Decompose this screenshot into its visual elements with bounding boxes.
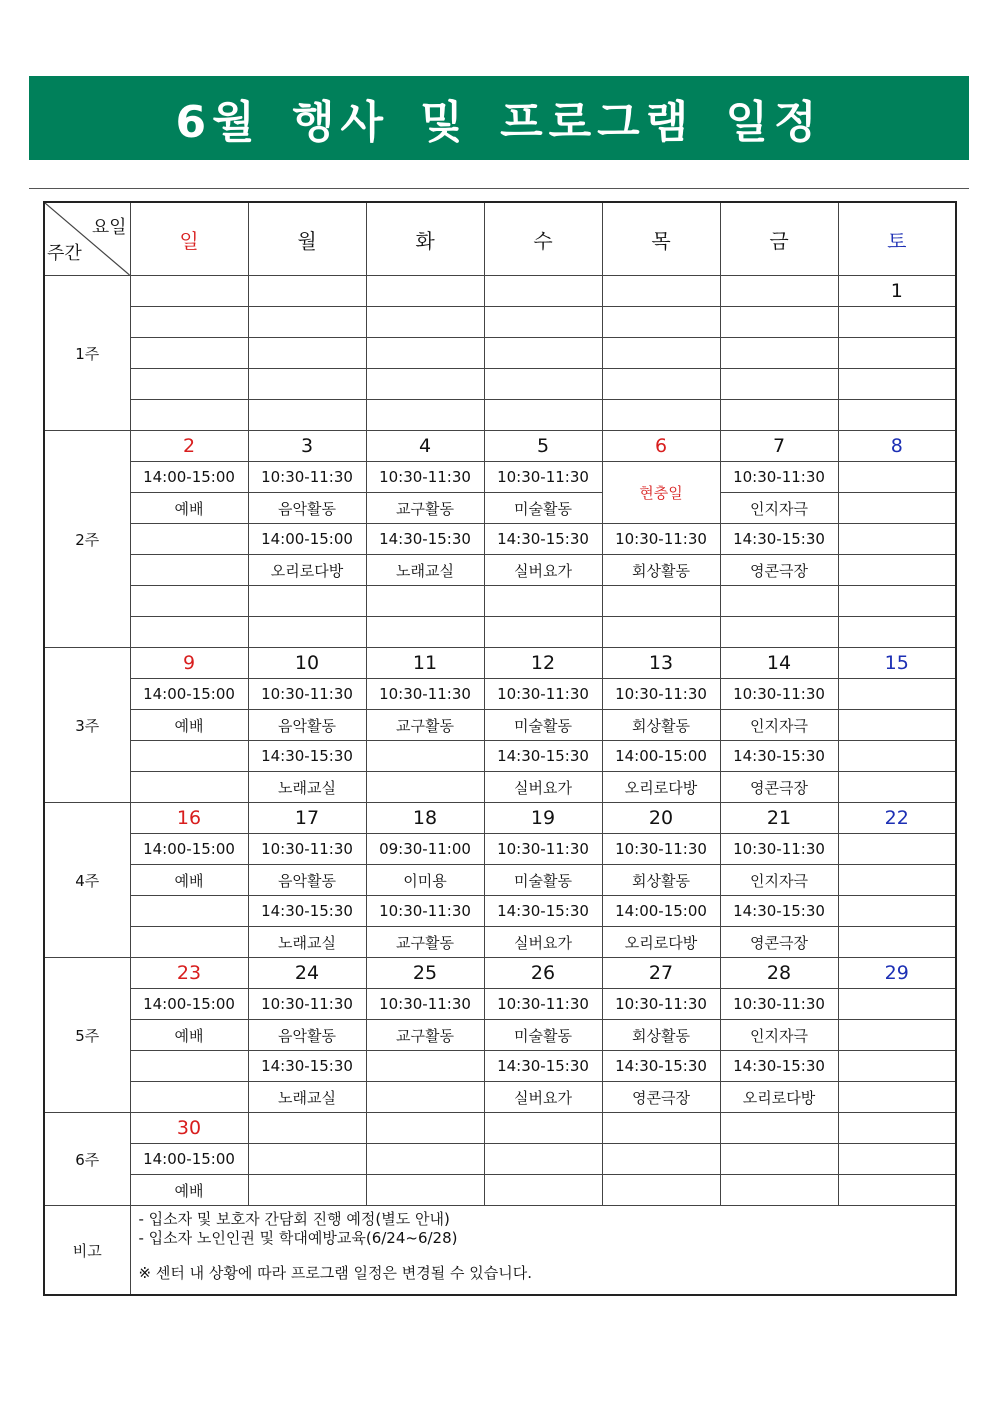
time-cell: 10:30-11:30 bbox=[366, 989, 484, 1020]
program-cell: 영콘극장 bbox=[720, 555, 838, 586]
empty-cell bbox=[366, 1144, 484, 1175]
time-cell: 10:30-11:30 bbox=[366, 896, 484, 927]
week6-date-row bbox=[44, 1113, 956, 1144]
date-cell bbox=[602, 276, 720, 307]
time-cell: 14:00-15:00 bbox=[130, 834, 248, 865]
program-cell: 음악활동 bbox=[248, 493, 366, 524]
table-row bbox=[44, 307, 956, 338]
empty-cell bbox=[720, 400, 838, 431]
day-header-sun: 일 bbox=[130, 202, 248, 276]
empty-cell bbox=[484, 307, 602, 338]
time-cell: 10:30-11:30 bbox=[248, 462, 366, 493]
empty-cell bbox=[602, 338, 720, 369]
empty-cell bbox=[838, 400, 956, 431]
empty-cell bbox=[602, 307, 720, 338]
corner-week-label: 주간 bbox=[47, 243, 82, 264]
time-cell bbox=[838, 1051, 956, 1082]
time-cell: 14:00-15:00 bbox=[130, 989, 248, 1020]
empty-cell bbox=[838, 338, 956, 369]
table-row bbox=[44, 896, 956, 927]
date-cell: 18 bbox=[366, 803, 484, 834]
time-cell: 10:30-11:30 bbox=[366, 462, 484, 493]
date-cell: 22 bbox=[838, 803, 956, 834]
week4-label: 4주 bbox=[44, 803, 130, 958]
time-cell: 10:30-11:30 bbox=[248, 834, 366, 865]
table-row bbox=[44, 555, 956, 586]
time-cell: 14:30-15:30 bbox=[366, 524, 484, 555]
empty-cell bbox=[484, 400, 602, 431]
table-row bbox=[44, 710, 956, 741]
date-cell: 30 bbox=[130, 1113, 248, 1144]
week5-label: 5주 bbox=[44, 958, 130, 1113]
empty-cell bbox=[602, 586, 720, 617]
time-cell bbox=[130, 1051, 248, 1082]
time-cell: 10:30-11:30 bbox=[720, 834, 838, 865]
empty-cell bbox=[838, 1144, 956, 1175]
date-cell bbox=[366, 1113, 484, 1144]
date-cell: 27 bbox=[602, 958, 720, 989]
empty-cell bbox=[366, 617, 484, 648]
program-cell: 오리로다방 bbox=[248, 555, 366, 586]
program-cell: 오리로다방 bbox=[602, 927, 720, 958]
time-cell bbox=[838, 462, 956, 493]
date-cell bbox=[130, 276, 248, 307]
time-cell: 10:30-11:30 bbox=[602, 834, 720, 865]
date-cell bbox=[248, 1113, 366, 1144]
program-cell: 음악활동 bbox=[248, 1020, 366, 1051]
empty-cell bbox=[130, 400, 248, 431]
day-header-sat: 토 bbox=[838, 202, 956, 276]
program-cell: 예배 bbox=[130, 493, 248, 524]
week2-label: 2주 bbox=[44, 431, 130, 648]
program-cell: 이미용 bbox=[366, 865, 484, 896]
date-cell: 7 bbox=[720, 431, 838, 462]
memo-line: - 입소자 및 보호자 간담회 진행 예정(별도 안내) bbox=[138, 1210, 450, 1228]
program-cell bbox=[838, 1020, 956, 1051]
date-cell: 4 bbox=[366, 431, 484, 462]
corner-cell bbox=[44, 202, 130, 276]
time-cell bbox=[838, 834, 956, 865]
program-cell: 오리로다방 bbox=[602, 772, 720, 803]
empty-cell bbox=[602, 400, 720, 431]
header-row bbox=[44, 202, 956, 276]
program-cell: 노래교실 bbox=[248, 772, 366, 803]
empty-cell bbox=[720, 586, 838, 617]
date-cell: 3 bbox=[248, 431, 366, 462]
time-cell bbox=[366, 1051, 484, 1082]
date-cell: 26 bbox=[484, 958, 602, 989]
table-row bbox=[44, 1144, 956, 1175]
empty-cell bbox=[720, 307, 838, 338]
week5-date-row bbox=[44, 958, 956, 989]
time-cell: 14:30-15:30 bbox=[248, 1051, 366, 1082]
table-row bbox=[44, 400, 956, 431]
empty-cell bbox=[248, 307, 366, 338]
empty-cell bbox=[602, 369, 720, 400]
program-cell: 오리로다방 bbox=[720, 1082, 838, 1113]
program-cell bbox=[838, 493, 956, 524]
time-cell: 14:30-15:30 bbox=[720, 524, 838, 555]
empty-cell bbox=[366, 400, 484, 431]
time-cell: 14:00-15:00 bbox=[130, 1144, 248, 1175]
empty-cell bbox=[602, 1144, 720, 1175]
time-cell: 14:00-15:00 bbox=[248, 524, 366, 555]
program-cell: 인지자극 bbox=[720, 865, 838, 896]
time-cell: 14:00-15:00 bbox=[602, 741, 720, 772]
day-header-fri: 금 bbox=[720, 202, 838, 276]
date-cell bbox=[366, 276, 484, 307]
program-cell: 회상활동 bbox=[602, 865, 720, 896]
program-cell: 교구활동 bbox=[366, 1020, 484, 1051]
empty-cell bbox=[838, 1175, 956, 1206]
program-cell: 예배 bbox=[130, 710, 248, 741]
empty-cell bbox=[248, 617, 366, 648]
table-row bbox=[44, 462, 956, 493]
table-row bbox=[44, 493, 956, 524]
empty-cell bbox=[248, 369, 366, 400]
date-cell: 15 bbox=[838, 648, 956, 679]
program-cell: 교구활동 bbox=[366, 710, 484, 741]
time-cell: 14:30-15:30 bbox=[720, 1051, 838, 1082]
program-cell: 회상활동 bbox=[602, 1020, 720, 1051]
time-cell: 10:30-11:30 bbox=[484, 679, 602, 710]
empty-cell bbox=[838, 307, 956, 338]
memo-line: - 입소자 노인인권 및 학대예방교육(6/24~6/28) bbox=[138, 1229, 458, 1247]
date-cell: 8 bbox=[838, 431, 956, 462]
table-row bbox=[44, 1051, 956, 1082]
empty-cell bbox=[484, 1175, 602, 1206]
program-cell bbox=[130, 1082, 248, 1113]
date-cell: 10 bbox=[248, 648, 366, 679]
empty-cell bbox=[366, 307, 484, 338]
table-row bbox=[44, 338, 956, 369]
program-cell: 실버요가 bbox=[484, 772, 602, 803]
time-cell bbox=[130, 741, 248, 772]
time-cell: 10:30-11:30 bbox=[248, 989, 366, 1020]
time-cell: 10:30-11:30 bbox=[484, 462, 602, 493]
time-cell: 09:30-11:00 bbox=[366, 834, 484, 865]
table-row bbox=[44, 1082, 956, 1113]
date-cell: 20 bbox=[602, 803, 720, 834]
time-cell: 14:30-15:30 bbox=[248, 896, 366, 927]
time-cell: 10:30-11:30 bbox=[720, 679, 838, 710]
time-cell: 14:30-15:30 bbox=[484, 741, 602, 772]
program-cell: 예배 bbox=[130, 1175, 248, 1206]
program-cell bbox=[838, 1082, 956, 1113]
time-cell: 10:30-11:30 bbox=[248, 679, 366, 710]
time-cell: 10:30-11:30 bbox=[602, 524, 720, 555]
time-cell bbox=[838, 741, 956, 772]
title-banner bbox=[29, 76, 969, 160]
corner-day-label: 요일 bbox=[91, 217, 127, 238]
table-row bbox=[44, 524, 956, 555]
time-cell: 10:30-11:30 bbox=[366, 679, 484, 710]
time-cell: 10:30-11:30 bbox=[720, 462, 838, 493]
date-cell: 13 bbox=[602, 648, 720, 679]
empty-cell bbox=[130, 338, 248, 369]
time-cell: 14:30-15:30 bbox=[602, 1051, 720, 1082]
week3-date-row bbox=[44, 648, 956, 679]
time-cell bbox=[838, 896, 956, 927]
time-cell: 14:30-15:30 bbox=[484, 896, 602, 927]
program-cell: 회상활동 bbox=[602, 710, 720, 741]
program-cell bbox=[838, 710, 956, 741]
time-cell: 14:00-15:00 bbox=[130, 462, 248, 493]
empty-cell bbox=[484, 338, 602, 369]
table-row bbox=[44, 834, 956, 865]
empty-cell bbox=[720, 1144, 838, 1175]
table-row bbox=[44, 989, 956, 1020]
program-cell: 예배 bbox=[130, 1020, 248, 1051]
time-cell: 10:30-11:30 bbox=[484, 834, 602, 865]
program-cell bbox=[838, 927, 956, 958]
empty-cell bbox=[248, 1144, 366, 1175]
date-cell: 16 bbox=[130, 803, 248, 834]
time-cell bbox=[838, 989, 956, 1020]
program-cell: 회상활동 bbox=[602, 555, 720, 586]
memo-note: ※ 센터 내 상황에 따라 프로그램 일정은 변경될 수 있습니다. bbox=[138, 1264, 533, 1282]
memo-label: 비고 bbox=[44, 1206, 130, 1296]
empty-cell bbox=[248, 1175, 366, 1206]
date-cell bbox=[484, 1113, 602, 1144]
empty-cell bbox=[484, 586, 602, 617]
program-cell bbox=[366, 1082, 484, 1113]
memo-content bbox=[130, 1206, 956, 1296]
time-cell bbox=[838, 524, 956, 555]
date-cell: 29 bbox=[838, 958, 956, 989]
time-cell: 10:30-11:30 bbox=[602, 989, 720, 1020]
table-row bbox=[44, 741, 956, 772]
table-row bbox=[44, 927, 956, 958]
time-cell: 14:00-15:00 bbox=[602, 896, 720, 927]
time-cell: 14:30-15:30 bbox=[248, 741, 366, 772]
time-cell bbox=[130, 896, 248, 927]
date-cell bbox=[720, 276, 838, 307]
table-row bbox=[44, 772, 956, 803]
date-cell: 14 bbox=[720, 648, 838, 679]
program-cell: 음악활동 bbox=[248, 865, 366, 896]
empty-cell bbox=[366, 586, 484, 617]
empty-cell bbox=[602, 1175, 720, 1206]
empty-cell bbox=[130, 586, 248, 617]
time-cell: 14:30-15:30 bbox=[720, 741, 838, 772]
empty-cell bbox=[720, 617, 838, 648]
date-cell: 9 bbox=[130, 648, 248, 679]
program-cell bbox=[130, 927, 248, 958]
date-cell: 1 bbox=[838, 276, 956, 307]
time-cell bbox=[366, 741, 484, 772]
date-cell: 28 bbox=[720, 958, 838, 989]
program-cell: 노래교실 bbox=[248, 927, 366, 958]
date-cell: 11 bbox=[366, 648, 484, 679]
program-cell bbox=[838, 772, 956, 803]
empty-cell bbox=[602, 617, 720, 648]
empty-cell bbox=[720, 1175, 838, 1206]
date-cell bbox=[602, 1113, 720, 1144]
program-cell: 노래교실 bbox=[366, 555, 484, 586]
program-cell bbox=[838, 865, 956, 896]
week4-date-row bbox=[44, 803, 956, 834]
week3-label: 3주 bbox=[44, 648, 130, 803]
program-cell: 미술활동 bbox=[484, 1020, 602, 1051]
schedule-table bbox=[43, 201, 957, 1296]
empty-cell bbox=[838, 586, 956, 617]
time-cell: 14:00-15:00 bbox=[130, 679, 248, 710]
program-cell: 실버요가 bbox=[484, 927, 602, 958]
program-cell: 미술활동 bbox=[484, 493, 602, 524]
divider bbox=[29, 188, 969, 189]
empty-cell bbox=[130, 617, 248, 648]
empty-cell bbox=[248, 338, 366, 369]
date-cell: 17 bbox=[248, 803, 366, 834]
program-cell: 교구활동 bbox=[366, 927, 484, 958]
empty-cell bbox=[720, 369, 838, 400]
time-cell: 14:30-15:30 bbox=[484, 524, 602, 555]
program-cell: 인지자극 bbox=[720, 1020, 838, 1051]
program-cell: 미술활동 bbox=[484, 710, 602, 741]
program-cell: 실버요가 bbox=[484, 1082, 602, 1113]
time-cell: 10:30-11:30 bbox=[484, 989, 602, 1020]
table-row bbox=[44, 586, 956, 617]
empty-cell bbox=[130, 369, 248, 400]
program-cell: 실버요가 bbox=[484, 555, 602, 586]
week1-label: 1주 bbox=[44, 276, 130, 431]
day-header-mon: 월 bbox=[248, 202, 366, 276]
date-cell: 25 bbox=[366, 958, 484, 989]
program-cell: 영콘극장 bbox=[602, 1082, 720, 1113]
empty-cell bbox=[366, 369, 484, 400]
empty-cell bbox=[484, 1144, 602, 1175]
date-cell bbox=[484, 276, 602, 307]
table-row bbox=[44, 1020, 956, 1051]
empty-cell bbox=[484, 369, 602, 400]
empty-cell bbox=[720, 338, 838, 369]
program-cell: 영콘극장 bbox=[720, 772, 838, 803]
program-cell: 노래교실 bbox=[248, 1082, 366, 1113]
time-cell bbox=[130, 524, 248, 555]
page-title: 6월 행사 및 프로그램 일정 bbox=[175, 97, 823, 148]
date-cell bbox=[838, 1113, 956, 1144]
day-header-wed: 수 bbox=[484, 202, 602, 276]
day-header-tue: 화 bbox=[366, 202, 484, 276]
empty-cell bbox=[838, 369, 956, 400]
empty-cell bbox=[130, 307, 248, 338]
empty-cell bbox=[366, 1175, 484, 1206]
date-cell bbox=[248, 276, 366, 307]
day-header-thu: 목 bbox=[602, 202, 720, 276]
program-cell: 미술활동 bbox=[484, 865, 602, 896]
program-cell: 음악활동 bbox=[248, 710, 366, 741]
week2-date-row bbox=[44, 431, 956, 462]
program-cell bbox=[130, 555, 248, 586]
table-row bbox=[44, 617, 956, 648]
memo-row bbox=[44, 1206, 956, 1296]
date-cell: 5 bbox=[484, 431, 602, 462]
time-cell: 10:30-11:30 bbox=[602, 679, 720, 710]
date-cell bbox=[720, 1113, 838, 1144]
table-row bbox=[44, 679, 956, 710]
time-cell bbox=[838, 679, 956, 710]
program-cell bbox=[130, 772, 248, 803]
program-cell: 예배 bbox=[130, 865, 248, 896]
date-cell: 21 bbox=[720, 803, 838, 834]
table-row bbox=[44, 865, 956, 896]
program-cell bbox=[366, 772, 484, 803]
program-cell: 인지자극 bbox=[720, 493, 838, 524]
table-row bbox=[44, 1175, 956, 1206]
empty-cell bbox=[484, 617, 602, 648]
date-cell: 24 bbox=[248, 958, 366, 989]
empty-cell bbox=[248, 400, 366, 431]
empty-cell bbox=[248, 586, 366, 617]
date-cell: 12 bbox=[484, 648, 602, 679]
time-cell: 10:30-11:30 bbox=[720, 989, 838, 1020]
time-cell: 14:30-15:30 bbox=[720, 896, 838, 927]
date-cell: 6 bbox=[602, 431, 720, 462]
empty-cell bbox=[366, 338, 484, 369]
empty-cell bbox=[838, 617, 956, 648]
week1-date-row bbox=[44, 276, 956, 307]
week6-label: 6주 bbox=[44, 1113, 130, 1206]
date-cell: 23 bbox=[130, 958, 248, 989]
program-cell: 인지자극 bbox=[720, 710, 838, 741]
program-cell: 영콘극장 bbox=[720, 927, 838, 958]
table-row bbox=[44, 369, 956, 400]
holiday-cell: 현충일 bbox=[602, 462, 720, 524]
program-cell: 교구활동 bbox=[366, 493, 484, 524]
time-cell: 14:30-15:30 bbox=[484, 1051, 602, 1082]
program-cell bbox=[838, 555, 956, 586]
date-cell: 2 bbox=[130, 431, 248, 462]
date-cell: 19 bbox=[484, 803, 602, 834]
